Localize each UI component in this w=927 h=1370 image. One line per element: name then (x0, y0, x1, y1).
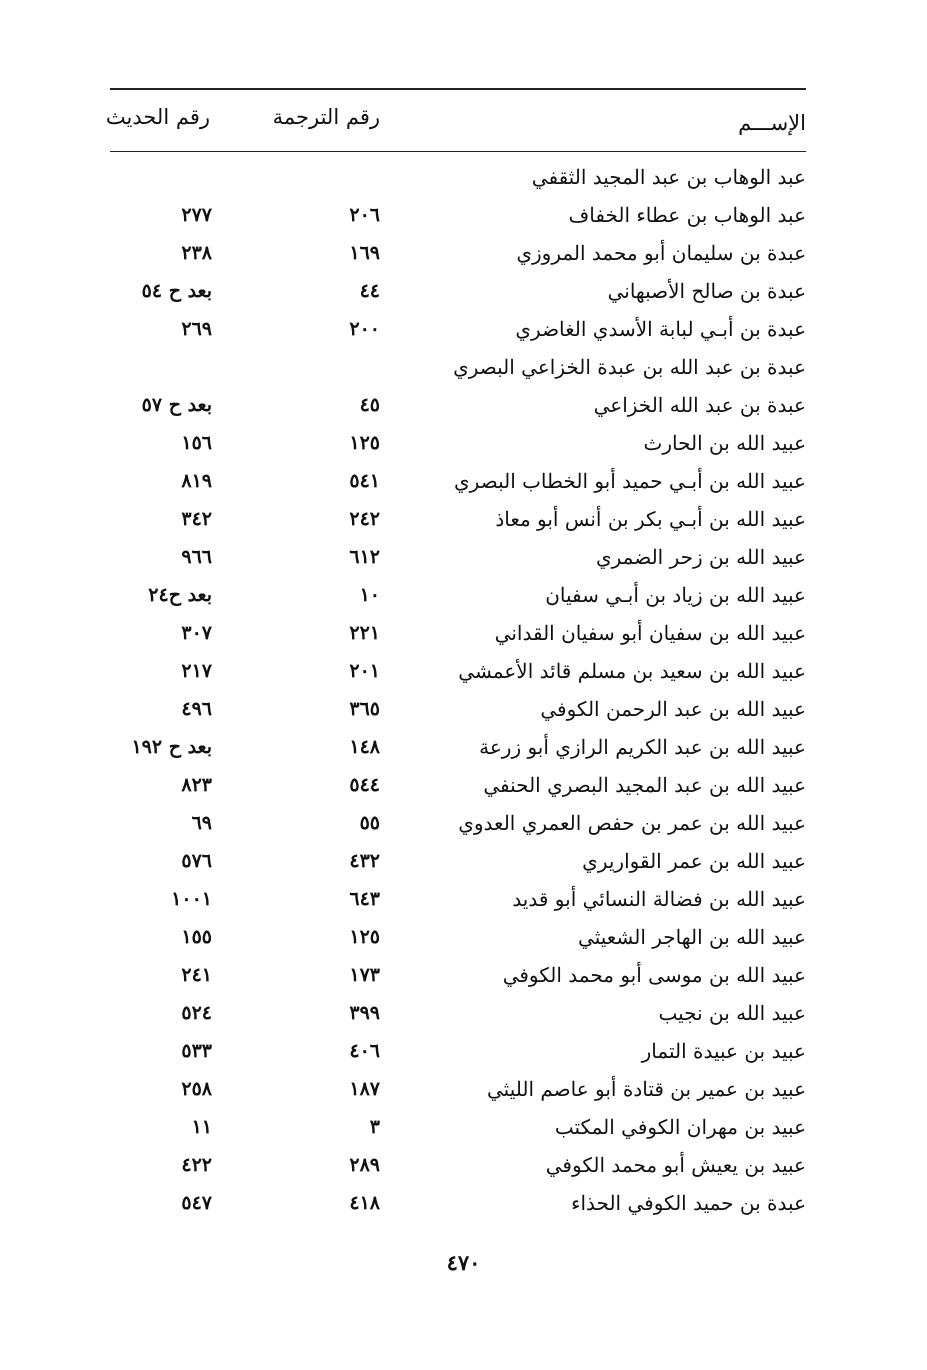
table-row (110, 158, 806, 196)
row-name: عبيد الله بن أبـي حميد أبو الخطاب البصري (454, 469, 806, 493)
row-hadith-number: ١٠٠١ (171, 888, 212, 910)
row-name: عبيد بن عمير بن قتادة أبو عاصم الليثي (486, 1077, 806, 1101)
table-row (110, 424, 806, 462)
table-row (110, 348, 806, 386)
row-name: عبيد الله بن موسى أبو محمد الكوفي (502, 963, 806, 987)
row-tarjama-number: ٢٨٩ (349, 1154, 380, 1176)
table-row (110, 310, 806, 348)
table-row (110, 1184, 806, 1222)
top-rule (110, 88, 806, 90)
row-name: عبيد الله بن الحارث (643, 431, 806, 455)
row-hadith-number: ٤٩٦ (181, 698, 212, 720)
row-name: عبيد الله بن زحر الضمري (595, 545, 806, 569)
table-row (110, 234, 806, 272)
row-name: عبيد الله بن عمر بن حفص العمري العدوي (458, 811, 806, 835)
row-name: عبيد الله بن سعيد بن مسلم قائد الأعمشي (458, 659, 806, 683)
table-row (110, 652, 806, 690)
header-hadith-number: رقم الحديث (105, 105, 210, 129)
row-hadith-number: ٥٢٤ (181, 1002, 212, 1024)
table-row (110, 386, 806, 424)
row-tarjama-number: ١٨٧ (349, 1078, 380, 1100)
header-rule (110, 151, 806, 152)
row-hadith-number: ١٥٥ (181, 926, 212, 948)
row-name: عبيد الله بن عبد الرحمن الكوفي (540, 697, 806, 721)
row-name: عبيد الله بن عمر القواريري (582, 849, 806, 873)
row-tarjama-number: ٥٤٤ (349, 774, 380, 796)
row-name: عبيد الله بن أبـي بكر بن أنس أبو معاذ (495, 507, 806, 531)
row-tarjama-number: ٢٢١ (349, 622, 380, 644)
row-name: عبيد الله بن فضالة النسائي أبو قديد (512, 887, 806, 911)
row-hadith-number: ٢٥٨ (181, 1078, 212, 1100)
table-row (110, 766, 806, 804)
table-row (110, 1032, 806, 1070)
table-row (110, 880, 806, 918)
row-hadith-number: ٢٦٩ (181, 318, 212, 340)
row-hadith-number: ٩٦٦ (181, 546, 212, 568)
table-row (110, 842, 806, 880)
row-tarjama-number: ٢٠٦ (349, 204, 380, 226)
table-row (110, 576, 806, 614)
table-row (110, 956, 806, 994)
row-hadith-number: ٦٩ (191, 812, 212, 834)
row-name: عبيد الله بن زياد بن أبـي سفيان (545, 583, 806, 607)
row-name: عبد الوهاب بن عطاء الخفاف (568, 203, 806, 227)
table-row (110, 196, 806, 234)
row-tarjama-number: ٣٦٥ (349, 698, 380, 720)
row-tarjama-number: ١٤٨ (349, 736, 380, 758)
row-name: عبدة بن عبد الله بن عبدة الخزاعي البصري (453, 355, 806, 379)
row-name: عبيد الله بن عبد الكريم الرازي أبو زرعة (479, 735, 806, 759)
row-hadith-number: ٢٧٧ (181, 204, 212, 226)
row-hadith-number: ٢١٧ (181, 660, 212, 682)
table-row (110, 500, 806, 538)
row-tarjama-number: ٤٣٢ (349, 850, 380, 872)
table-row (110, 918, 806, 956)
row-name: عبيد الله بن عبد المجيد البصري الحنفي (483, 773, 806, 797)
row-tarjama-number: ٥٥ (359, 812, 380, 834)
row-hadith-number: ٥٧٦ (181, 850, 212, 872)
row-name: عبدة بن أبـي لبابة الأسدي الغاضري (515, 317, 806, 341)
row-tarjama-number: ٣٩٩ (349, 1002, 380, 1024)
table-row (110, 690, 806, 728)
row-hadith-number: ١٥٦ (181, 432, 212, 454)
table-row (110, 272, 806, 310)
row-tarjama-number: ١٢٥ (349, 926, 380, 948)
row-tarjama-number: ٤٥ (359, 394, 380, 416)
row-name: عبيد بن عبيدة التمار (641, 1039, 806, 1063)
row-name: عبيد الله بن الهاجر الشعيثي (578, 925, 806, 949)
row-name: عبيد بن مهران الكوفي المكتب (554, 1115, 806, 1139)
row-hadith-number: ٤٢٢ (181, 1154, 212, 1176)
row-tarjama-number: ٥٤١ (349, 470, 380, 492)
row-tarjama-number: ٢٠١ (349, 660, 380, 682)
table-header (105, 104, 806, 144)
row-name: عبدة بن عبد الله الخزاعي (593, 393, 806, 417)
table-row (110, 1146, 806, 1184)
row-hadith-number: بعد ح ٥٧ (141, 394, 212, 416)
row-hadith-number: ٣٠٧ (181, 622, 212, 644)
page-number: ٤٧٠ (446, 1250, 481, 1275)
row-name: عبيد الله بن نجيب (658, 1001, 806, 1025)
row-name: عبيد بن يعيش أبو محمد الكوفي (545, 1153, 806, 1177)
table-row (110, 1070, 806, 1108)
row-hadith-number: ٥٣٣ (181, 1040, 212, 1062)
index-table-body (110, 158, 806, 1222)
row-tarjama-number: ٦٤٣ (349, 888, 380, 910)
table-row (110, 538, 806, 576)
row-hadith-number: بعد ح ٥٤ (141, 280, 212, 302)
table-row (110, 728, 806, 766)
row-name: عبد الوهاب بن عبد المجيد الثقفي (531, 165, 806, 189)
row-tarjama-number: ٢٠٠ (349, 318, 380, 340)
header-name: الإســـم (738, 111, 806, 135)
row-tarjama-number: ٢٤٢ (349, 508, 380, 530)
row-tarjama-number: ٤١٨ (349, 1192, 380, 1214)
row-name: عبيد الله بن سفيان أبو سفيان القداني (494, 621, 806, 645)
row-hadith-number: ٥٤٧ (181, 1192, 212, 1214)
table-row (110, 462, 806, 500)
row-tarjama-number: ١٧٣ (349, 964, 380, 986)
header-tarjama-number: رقم الترجمة (272, 105, 380, 129)
row-tarjama-number: ٦١٢ (349, 546, 380, 568)
row-tarjama-number: ١٢٥ (349, 432, 380, 454)
row-tarjama-number: ٤٤ (359, 280, 380, 302)
table-row (110, 994, 806, 1032)
row-tarjama-number: ٤٠٦ (349, 1040, 380, 1062)
row-hadith-number: ١١ (191, 1116, 212, 1138)
row-name: عبدة بن حميد الكوفي الحذاء (571, 1191, 806, 1215)
row-hadith-number: ٢٣٨ (181, 242, 212, 264)
row-hadith-number: ٨١٩ (181, 470, 212, 492)
row-tarjama-number: ١٦٩ (349, 242, 380, 264)
row-hadith-number: بعد ح٢٤ (148, 584, 212, 606)
row-name: عبدة بن سليمان أبو محمد المروزي (516, 241, 806, 265)
table-row (110, 614, 806, 652)
row-hadith-number: ٨٢٣ (181, 774, 212, 796)
row-hadith-number: بعد ح ١٩٢ (131, 736, 212, 758)
row-tarjama-number: ١٠ (359, 584, 380, 606)
table-row (110, 804, 806, 842)
row-name: عبدة بن صالح الأصبهاني (607, 279, 806, 303)
row-tarjama-number: ٣ (369, 1116, 380, 1138)
row-hadith-number: ٢٤١ (181, 964, 212, 986)
table-row (110, 1108, 806, 1146)
row-hadith-number: ٣٤٢ (181, 508, 212, 530)
